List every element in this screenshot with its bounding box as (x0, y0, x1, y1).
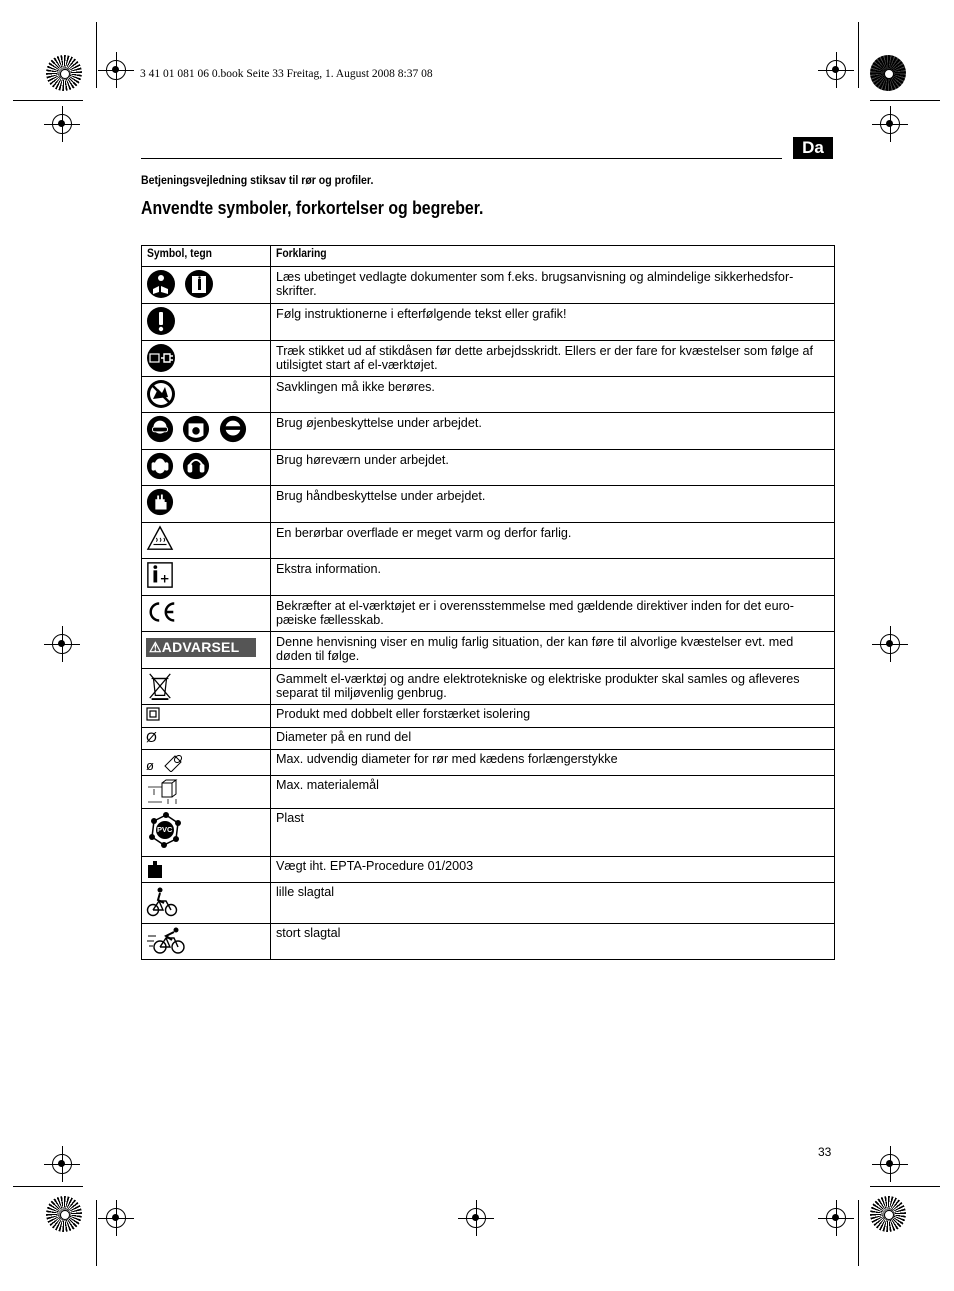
symbol-cell (142, 632, 271, 669)
table-row (142, 669, 835, 705)
table-row (142, 559, 835, 596)
warning-triangle-icon: ⚠ (149, 639, 162, 655)
double-insulation-icon (146, 707, 160, 721)
weight-icon (146, 859, 164, 879)
symbol-cell (142, 596, 271, 632)
pipe-diameter-icon (162, 752, 184, 772)
explanation-cell: En berørbar overflade er meget varm og derfor farlig. (271, 523, 835, 559)
weee-bin-icon (146, 671, 174, 701)
symbol-cell (142, 413, 271, 450)
explanation-cell: Savklingen må ikke berøres. (271, 377, 835, 413)
exclamation-icon (146, 306, 176, 336)
explanation-cell: Gammelt el-værktøj og andre elektrotekniske og elektriske produkter skal samles og afleveres separat til miljøvenlig genbrug. (271, 669, 835, 705)
explanation-cell: Brug høreværn under arbejdet. (271, 450, 835, 486)
color-bar-starburst (870, 1196, 906, 1232)
slow-cyclist-icon (146, 885, 178, 919)
ce-mark-icon (146, 598, 178, 626)
registration-mark-icon (466, 1208, 486, 1228)
diameter-symbol: Ø (146, 729, 157, 745)
symbol-cell (142, 705, 271, 728)
explanation-cell: lille slagtal (271, 883, 835, 924)
explanation-cell: Brug øjenbeskyttelse under arbejdet. (271, 413, 835, 450)
symbol-cell (142, 267, 271, 304)
info-book-icon (184, 269, 214, 299)
registration-mark-icon (826, 1208, 846, 1228)
goggles-icon (146, 415, 174, 443)
page-number: 33 (818, 1145, 832, 1159)
unplug-icon (146, 343, 176, 373)
document-subtitle: Betjeningsvejledning stiksav til rør og profiler. (141, 173, 374, 187)
color-bar-starburst (870, 55, 906, 91)
symbol-cell (142, 728, 271, 750)
registration-mark-icon (880, 1154, 900, 1174)
symbol-cell (142, 341, 271, 377)
explanation-cell: Bekræfter at el-værktøjet er i overensstemmelse med gældende direktiver inden for det europæiske fællesskab. (271, 596, 835, 632)
no-touch-blade-icon (146, 379, 176, 409)
explanation-cell: Max. materialemål (271, 776, 835, 809)
symbols-table (141, 245, 835, 960)
column-header-explanation: Forklaring (271, 246, 835, 267)
language-tab: Da (793, 137, 833, 159)
color-bar-starburst (46, 55, 82, 91)
symbol-cell (142, 857, 271, 883)
face-shield-icon (182, 415, 210, 443)
hot-surface-icon (146, 525, 174, 551)
explanation-cell: Følg instruktionerne i efterfølgende tekst eller grafik! (271, 304, 835, 341)
explanation-cell: stort slagtal (271, 924, 835, 960)
symbol-cell (142, 776, 271, 809)
explanation-cell: Ekstra information. (271, 559, 835, 596)
symbol-cell (142, 304, 271, 341)
symbol-cell (142, 559, 271, 596)
explanation-cell: Diameter på en rund del (271, 728, 835, 750)
symbol-cell (142, 809, 271, 857)
explanation-cell: Produkt med dobbelt eller forstærket isolering (271, 705, 835, 728)
symbol-cell (142, 523, 271, 559)
symbol-cell (142, 750, 271, 776)
symbol-cell (142, 883, 271, 924)
symbol-cell (142, 924, 271, 960)
table-row (142, 377, 835, 413)
table-row (142, 267, 835, 304)
registration-mark-icon (52, 1154, 72, 1174)
table-row (142, 750, 835, 776)
table-row (142, 924, 835, 960)
ear-protection-icon (146, 452, 174, 480)
extra-info-icon (146, 561, 174, 589)
read-manual-icon (146, 269, 176, 299)
symbol-cell (142, 450, 271, 486)
pvc-icon: PVC (146, 811, 186, 849)
registration-mark-icon (106, 60, 126, 80)
table-row (142, 596, 835, 632)
table-row (142, 523, 835, 559)
explanation-cell: Vægt iht. EPTA-Procedure 01/2003 (271, 857, 835, 883)
explanation-cell: Brug håndbeskyttelse under arbejdet. (271, 486, 835, 523)
material-dimension-icon (146, 778, 180, 806)
table-row (142, 450, 835, 486)
pipe-diameter-symbol: ø (146, 758, 154, 773)
table-row (142, 776, 835, 809)
registration-mark-icon (52, 634, 72, 654)
table-row (142, 632, 835, 669)
registration-mark-icon (826, 60, 846, 80)
gloves-icon (146, 488, 174, 516)
explanation-cell: Max. udvendig diameter for rør med kædens forlængerstykke (271, 750, 835, 776)
registration-mark-icon (880, 634, 900, 654)
table-row (142, 728, 835, 750)
column-header-symbol: Symbol, tegn (142, 246, 271, 267)
registration-mark-icon (52, 114, 72, 134)
registration-mark-icon (880, 114, 900, 134)
color-bar-starburst (46, 1196, 82, 1232)
table-row (142, 413, 835, 450)
registration-mark-icon (106, 1208, 126, 1228)
table-row (142, 883, 835, 924)
table-row (142, 486, 835, 523)
table-row (142, 304, 835, 341)
table-row (142, 809, 835, 857)
section-title: Anvendte symboler, forkortelser og begreber. (141, 198, 484, 218)
table-row (142, 341, 835, 377)
symbol-cell (142, 377, 271, 413)
table-header-row (142, 246, 835, 267)
book-file-info: 3 41 01 081 06 0.book Seite 33 Freitag, 1. August 2008 8:37 08 (140, 68, 433, 80)
explanation-cell: Træk stikket ud af stikdåsen før dette arbejdsskridt. Ellers er der fare for kvæstelser som følge af utilsigtet start af el-værktøjet. (271, 341, 835, 377)
ear-muffs-icon (182, 452, 210, 480)
symbol-cell (142, 669, 271, 705)
warning-badge: ⚠ADVARSEL (146, 638, 256, 657)
fast-cyclist-icon (146, 926, 186, 956)
symbol-cell (142, 486, 271, 523)
header-rule (141, 158, 782, 159)
table-row (142, 705, 835, 728)
explanation-cell: Denne henvisning viser en mulig farlig situation, der kan føre til alvorlige kvæstelser evt. med døden til følge. (271, 632, 835, 669)
safety-glasses-icon (219, 415, 247, 443)
explanation-cell: Læs ubetinget vedlagte dokumenter som f.eks. brugsanvisning og almindelige sikkerhedsforskrifter. (271, 267, 835, 304)
table-row (142, 857, 835, 883)
explanation-cell: Plast (271, 809, 835, 857)
